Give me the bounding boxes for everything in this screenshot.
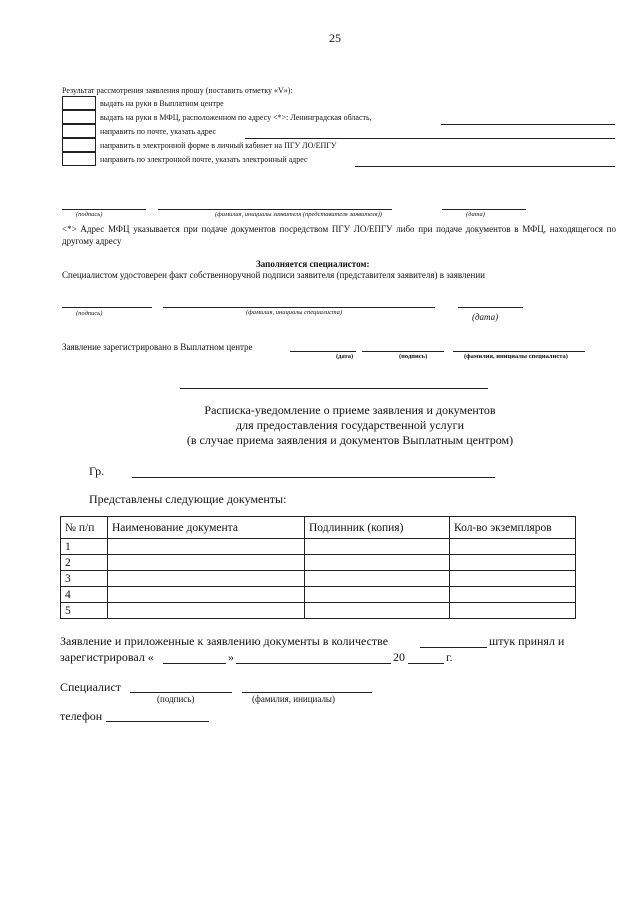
table-row [61,555,576,571]
receipt-title-2: для предоставления государственной услуги [235,418,465,432]
cell[interactable] [305,603,450,619]
cell[interactable] [305,555,450,571]
option-5-input-line[interactable] [355,166,615,167]
specialist-date-line[interactable] [458,307,523,308]
checkbox-option-1[interactable] [62,96,96,110]
col-name-header: Наименование документа [108,517,305,539]
cell[interactable] [450,539,576,555]
cell[interactable] [450,587,576,603]
phone-label: телефон [60,709,103,723]
option-label-4: направить в электронной форме в личный кабинет на ПГУ ЛО/ЕПГУ [100,141,337,150]
applicant-name-caption: (фамилия, инициалы заявителя (представителя заявителя)) [215,211,382,218]
closing-line-2d: г. [446,650,453,664]
specialist-heading: Заполняется специалистом: [256,259,370,269]
specialist-certified: Специалистом удостоверен факт собственноручной подписи заявителя (представителя заявителя) в заявлении [62,270,485,280]
row-number: 1 [61,539,108,555]
applicant-date-line[interactable] [442,209,526,210]
closing-name-caption: (фамилия, инициалы) [252,694,335,704]
count-input-line[interactable] [420,647,487,648]
footnote: <*> Адрес МФЦ указывается при подаче документов посредством ПГУ ЛО/ЕПГУ либо при подаче документов в МФЦ, находящегося по другому адресу [62,224,616,246]
cell[interactable] [108,539,305,555]
closing-line-2a: зарегистрировал « [60,650,154,664]
row-number: 4 [61,587,108,603]
cell[interactable] [108,587,305,603]
docs-intro: Представлены следующие документы: [89,492,287,506]
option-label-5: направить по электронной почте, указать электронный адрес [100,155,308,164]
closing-sign-caption: (подпись) [157,694,195,704]
documents-table [60,516,576,619]
page-number: 25 [329,31,341,45]
cell[interactable] [108,555,305,571]
closing-line-1b: штук принял и [489,634,565,648]
citizen-label: Гр. [89,464,105,478]
registered-text: Заявление зарегистрировано в Выплатном центре [62,342,253,352]
col-number-header: № п/п [61,517,108,539]
registered-name-caption: (фамилия, инициалы специалиста) [464,353,568,360]
closing-sign-line[interactable] [130,692,232,693]
checkbox-option-3[interactable] [62,124,96,138]
receipt-title-1: Расписка-уведомление о приеме заявления и документов [204,403,496,417]
table-row [61,539,576,555]
option-label-3: направить по почте, указать адрес [100,127,217,136]
closing-line-1a: Заявление и приложенные к заявлению документы в количестве [60,634,389,648]
checkbox-option-4[interactable] [62,138,96,152]
day-input-line[interactable] [163,663,226,664]
option-2-input-line[interactable] [441,124,615,125]
closing-line-2b: » [228,650,234,664]
cell[interactable] [450,555,576,571]
applicant-name-line[interactable] [158,209,392,210]
col-original-header: Подлинник (копия) [305,517,450,539]
applicant-sign-line[interactable] [62,209,146,210]
applicant-date-caption: (дата) [466,211,485,218]
closing-line-2c: 20 [393,650,405,664]
specialist-name-line[interactable] [163,307,435,308]
registered-date-line[interactable] [290,351,356,352]
table-row [61,587,576,603]
specialist-sign-caption: (подпись) [76,310,103,317]
table-row [61,571,576,587]
cell[interactable] [305,539,450,555]
separator-line [180,388,488,389]
option-3-input-line[interactable] [245,138,615,139]
specialist-name-caption: (фамилия, инициалы специалиста) [246,309,343,316]
registered-sign-caption: (подпись) [399,353,428,360]
option-label-2: выдать на руки в МФЦ, расположенном по адресу <*>: Ленинградская область, [100,113,372,122]
col-count-header: Кол-во экземпляров [450,517,576,539]
closing-name-line[interactable] [242,692,372,693]
applicant-sign-caption: (подпись) [76,211,103,218]
citizen-name-line[interactable] [132,477,495,478]
table-header-row [61,517,576,539]
specialist-date-caption: (дата) [472,312,499,322]
year-input-line[interactable] [408,663,444,664]
registered-sign-line[interactable] [362,351,444,352]
row-number: 5 [61,603,108,619]
row-number: 3 [61,571,108,587]
specialist-sign-line[interactable] [62,307,152,308]
checkbox-option-5[interactable] [62,152,96,166]
cell[interactable] [305,587,450,603]
cell[interactable] [108,571,305,587]
specialist-label: Специалист [60,680,122,694]
table-row [61,603,576,619]
cell[interactable] [450,571,576,587]
phone-input-line[interactable] [106,721,209,722]
registered-name-line[interactable] [453,351,585,352]
checkbox-option-2[interactable] [62,110,96,124]
row-number: 2 [61,555,108,571]
receipt-title-3: (в случае приема заявления и документов Выплатным центром) [186,433,514,447]
option-label-1: выдать на руки в Выплатном центре [100,99,224,108]
result-heading: Результат рассмотрения заявления прошу (поставить отметку «V»): [62,86,293,95]
cell[interactable] [450,603,576,619]
cell[interactable] [108,603,305,619]
registered-date-caption: (дата) [336,353,354,360]
cell[interactable] [305,571,450,587]
month-input-line[interactable] [236,663,391,664]
